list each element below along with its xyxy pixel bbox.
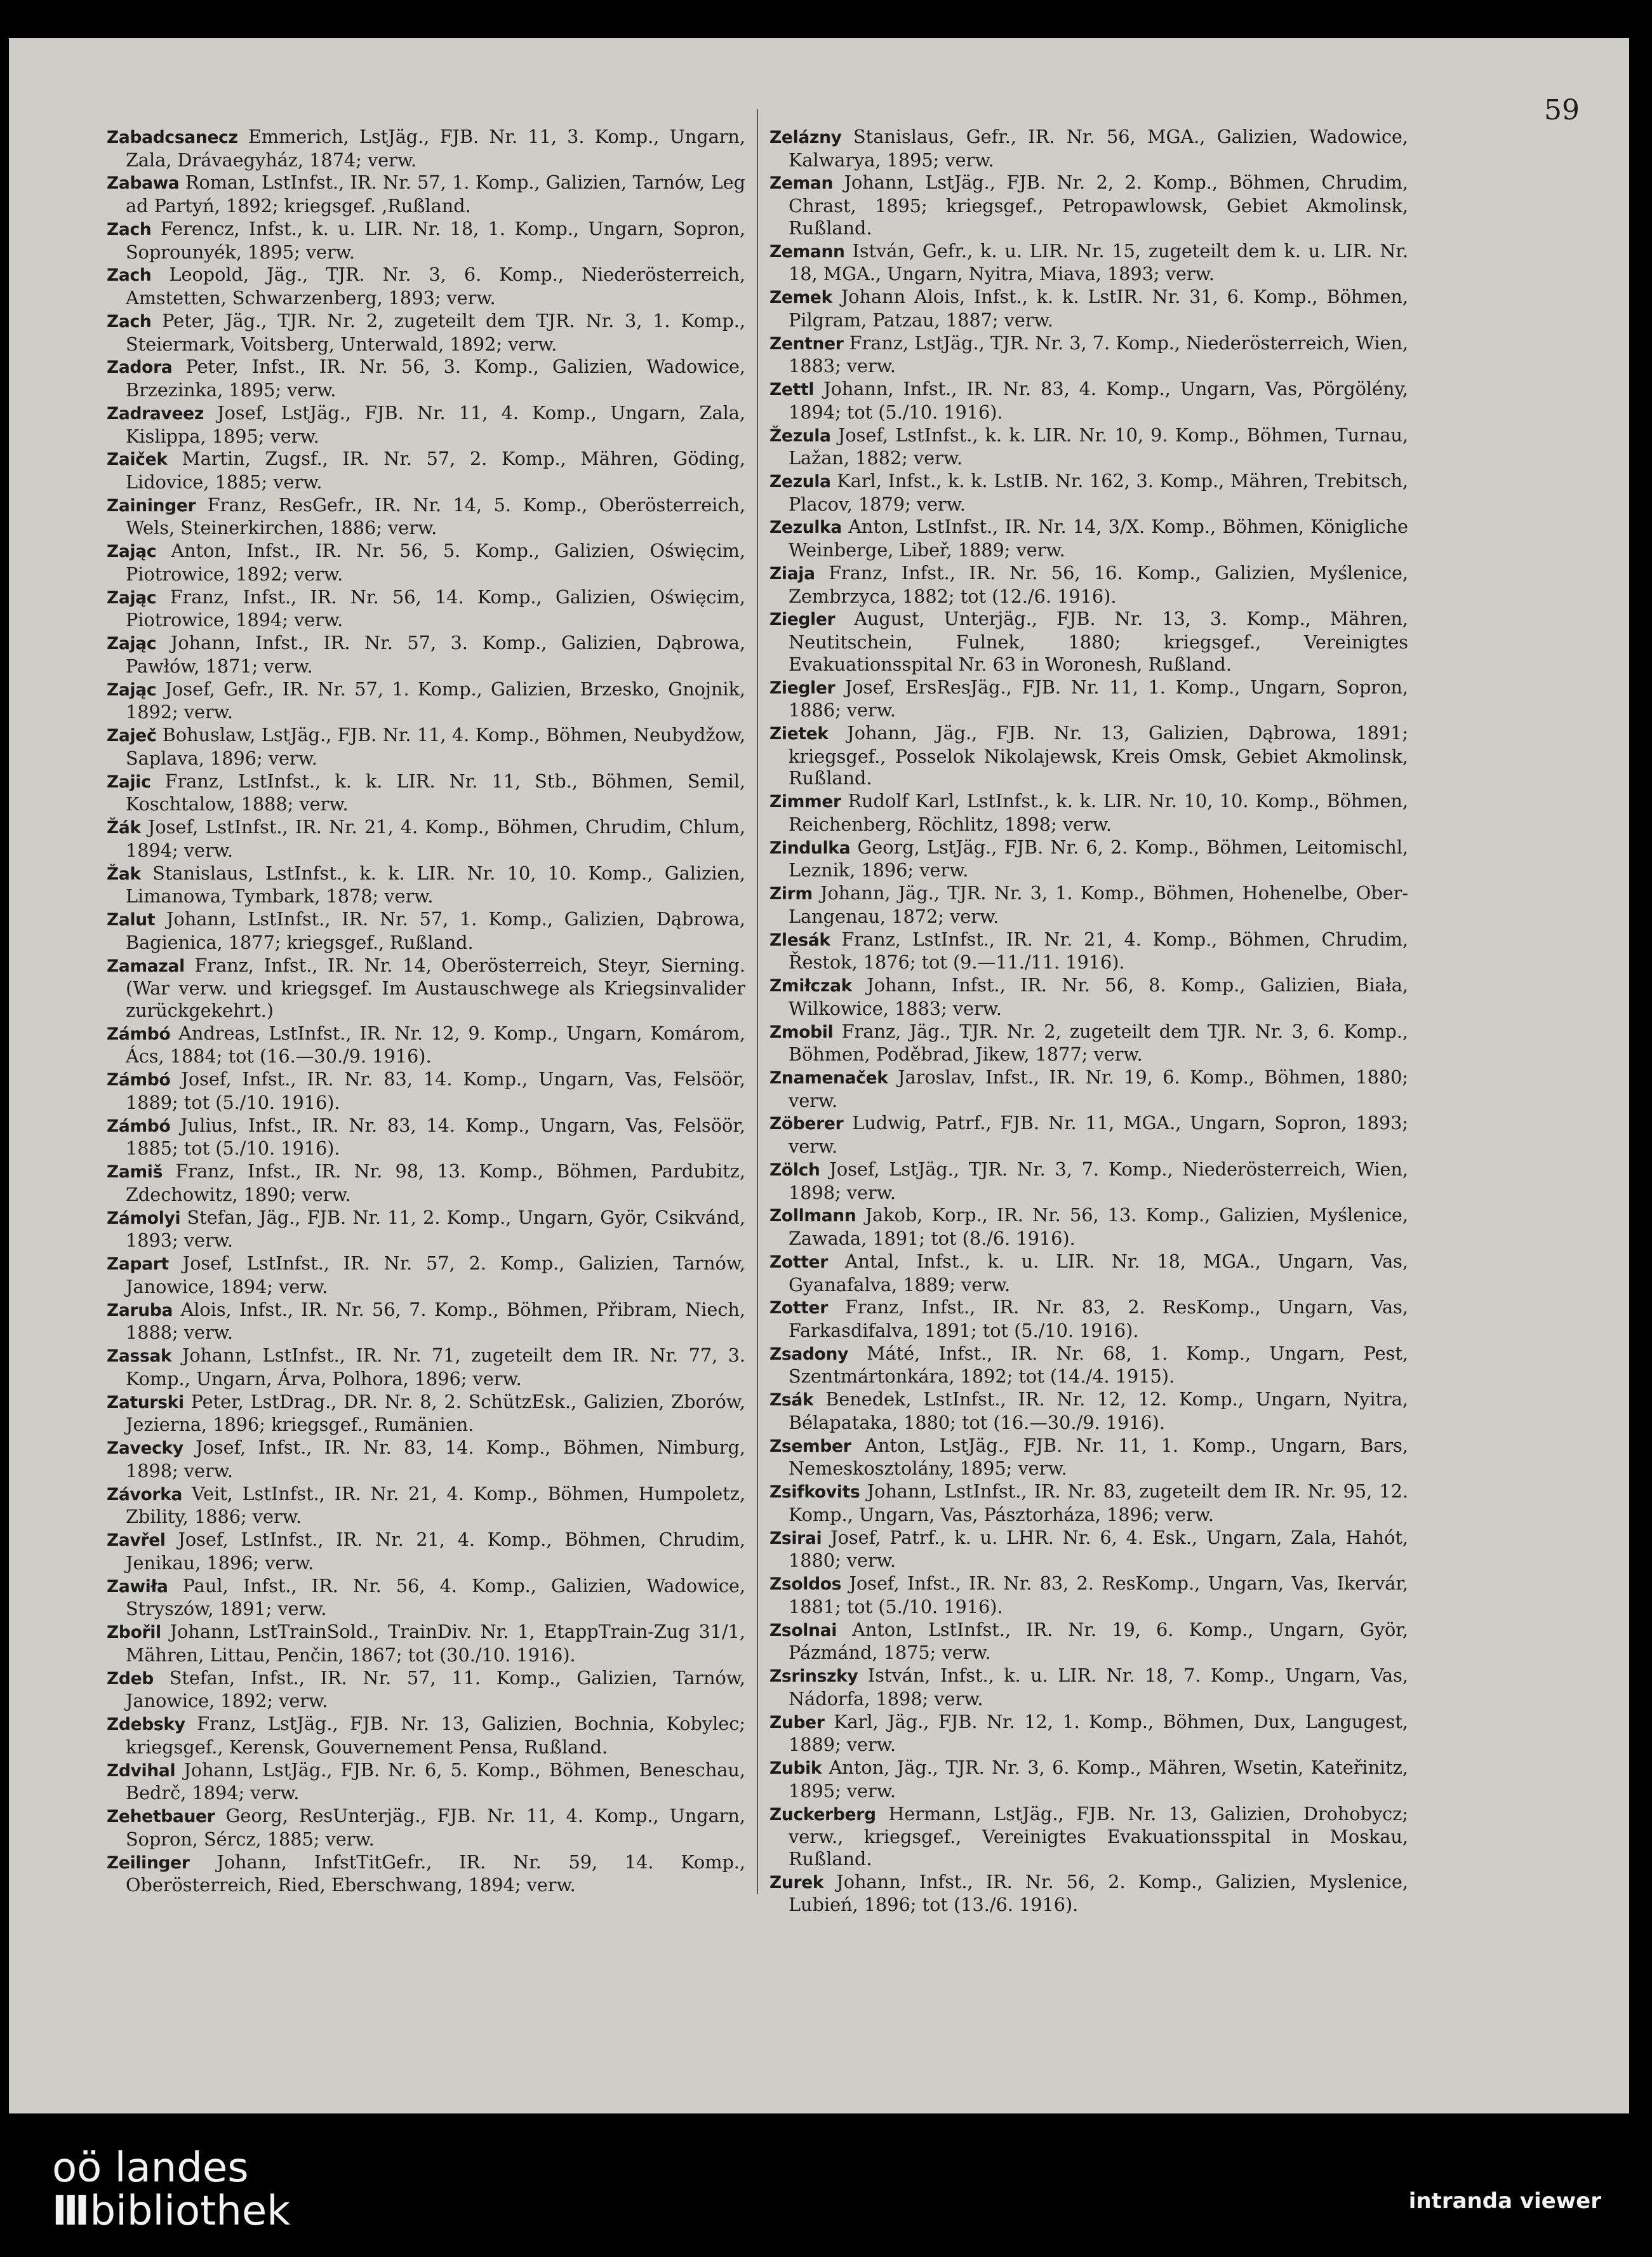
- entry-details: Franz, Infst., IR. Nr. 83, 2. ResKomp., Ungarn, Vas, Farkasdifalva, 1891; tot (5./10. 1916).: [789, 1296, 1408, 1341]
- entry-surname: Zölch: [769, 1160, 820, 1180]
- register-entry: [769, 928, 1408, 974]
- entry-surname: Zlesák: [769, 930, 830, 950]
- entry-surname: Zając: [107, 634, 157, 654]
- register-entry: [107, 1207, 745, 1252]
- entry-details: Josef, LstJäg., TJR. Nr. 3, 7. Komp., Niederösterreich, Wien, 1898; verw.: [789, 1158, 1409, 1203]
- entry-surname: Zajic: [107, 772, 151, 792]
- register-entry: [769, 171, 1408, 239]
- entry-details: Johann, InfstTitGefr., IR. Nr. 59, 14. Komp., Oberösterreich, Ried, Eberschwang, 1894; verw.: [126, 1851, 745, 1896]
- register-entry: [769, 836, 1408, 881]
- register-entry: [107, 402, 745, 447]
- entry-surname: Zając: [107, 680, 157, 700]
- register-entry: [107, 1851, 745, 1896]
- entry-details: Josef, ErsResJäg., FJB. Nr. 11, 1. Komp., Ungarn, Sopron, 1886; verw.: [789, 676, 1408, 721]
- register-entry: [769, 1435, 1408, 1480]
- entry-details: Johann, Infst., IR. Nr. 57, 3. Komp., Galizien, Dąbrowa, Pawłów, 1871; verw.: [126, 632, 746, 677]
- register-entry: [107, 540, 745, 585]
- entry-details: Peter, LstDrag., DR. Nr. 8, 2. SchützEsk., Galizien, Zborów, Jezierna, 1896; kriegsgef., Rumänien.: [126, 1390, 745, 1436]
- register-entry: [107, 310, 745, 355]
- entry-surname: Zabadcsanecz: [107, 128, 238, 147]
- register-entry: [107, 632, 745, 677]
- register-entry: [769, 470, 1408, 515]
- entry-details: Andreas, LstInfst., IR. Nr. 12, 9. Komp., Ungarn, Komárom, Ács, 1884; tot (16.—30./9. 1916).: [126, 1022, 745, 1068]
- entry-details: Josef, LstInfst., IR. Nr. 57, 2. Komp., Galizien, Tarnów, Janowice, 1894; verw.: [126, 1252, 745, 1297]
- entry-surname: Zadraveez: [107, 403, 204, 424]
- entry-surname: Zsoldos: [769, 1574, 842, 1595]
- entry-details: Stefan, Infst., IR. Nr. 57, 11. Komp., Galizien, Tarnów, Janowice, 1892; verw.: [126, 1666, 745, 1712]
- entry-details: Johann, Infst., IR. Nr. 83, 4. Komp., Ungarn, Vas, Pörgölény, 1894; tot (5./10. 1916).: [789, 378, 1408, 423]
- entry-surname: Ziegler: [769, 610, 836, 630]
- entry-details: Stanislaus, LstInfst., k. k. LIR. Nr. 10, 10. Komp., Galizien, Limanowa, Tymbark, 1878; verw.: [126, 862, 746, 907]
- entry-details: Josef, Infst., IR. Nr. 83, 14. Komp., Ungarn, Vas, Felsöör, 1889; tot (5./10. 1916).: [126, 1068, 745, 1113]
- logo-bars-icon: III: [52, 2188, 86, 2235]
- entry-surname: Zöberer: [769, 1114, 844, 1134]
- register-entry: [107, 1344, 745, 1390]
- entry-details: Hermann, LstJäg., FJB. Nr. 13, Galizien, Drohobycz; verw., kriegsgef., Vereinigtes Evakuationsspital in Moskau, Rußland.: [789, 1802, 1408, 1870]
- entry-details: Franz, LstJäg., FJB. Nr. 13, Galizien, Bochnia, Kobylec; kriegsgef., Kerensk, Gouvernement Pensa, Rußland.: [126, 1713, 745, 1758]
- entry-surname: Zelázny: [769, 128, 842, 147]
- entry-details: Josef, LstInfst., IR. Nr. 21, 4. Komp., Böhmen, Chrudim, Chlum, 1894; verw.: [126, 816, 746, 861]
- entry-details: Leopold, Jäg., TJR. Nr. 3, 6. Komp., Niederösterreich, Amstetten, Schwarzenberg, 1893; verw.: [126, 264, 745, 309]
- register-entry: [107, 770, 745, 815]
- entry-surname: Zdvihal: [107, 1760, 176, 1781]
- register-entry: [107, 494, 745, 539]
- entry-surname: Zach: [107, 311, 152, 332]
- register-entry: [769, 562, 1408, 607]
- entry-details: Veit, LstInfst., IR. Nr. 21, 4. Komp., Böhmen, Humpoletz, Zbility, 1886; verw.: [126, 1482, 745, 1528]
- register-entry: [107, 954, 745, 1022]
- entry-surname: Zubik: [769, 1758, 822, 1779]
- entry-surname: Zurek: [769, 1872, 824, 1892]
- register-entry: [769, 1158, 1408, 1203]
- entry-surname: Zámbó: [107, 1024, 171, 1044]
- register-entry: [769, 1572, 1408, 1617]
- register-entry: [107, 908, 745, 953]
- entry-details: Georg, LstJäg., FJB. Nr. 6, 2. Komp., Böhmen, Leitomischl, Leznik, 1896; verw.: [789, 836, 1408, 881]
- entry-surname: Ziaja: [769, 563, 815, 584]
- entry-surname: Zsrinszky: [769, 1666, 858, 1687]
- register-entry: [769, 882, 1408, 927]
- entry-surname: Zając: [107, 542, 157, 562]
- column-divider: [757, 109, 758, 1894]
- register-entry: [107, 1299, 745, 1344]
- register-entry: [769, 332, 1408, 377]
- logo-line-1: oö landes: [52, 2145, 249, 2192]
- entry-details: Johann, LstTrainSold., TrainDiv. Nr. 1, EtappTrain-Zug 31/1, Mähren, Littau, Penčin, 1867; tot (30./10. 1916).: [126, 1621, 746, 1666]
- entry-details: Roman, LstInfst., IR. Nr. 57, 1. Komp., Galizien, Tarnów, Leg ad Partyń, 1892; kriegsgef. ,Rußland.: [126, 171, 745, 217]
- entry-surname: Zaruba: [107, 1300, 173, 1320]
- entry-surname: Zaiček: [107, 450, 168, 470]
- entry-details: Josef, Patrf., k. u. LHR. Nr. 6, 4. Esk., Ungarn, Zala, Hahót, 1880; verw.: [789, 1526, 1408, 1572]
- entry-surname: Zuckerberg: [769, 1804, 876, 1825]
- entry-details: Josef, LstInfst., k. k. LIR. Nr. 10, 9. Komp., Böhmen, Turnau, Lažan, 1882; verw.: [789, 424, 1408, 469]
- entry-surname: Zdeb: [107, 1668, 154, 1689]
- entry-details: Anton, LstJäg., FJB. Nr. 11, 1. Komp., Ungarn, Bars, Nemeskosztolány, 1895; verw.: [789, 1434, 1408, 1480]
- register-entry: [769, 676, 1408, 721]
- register-entry: [107, 1437, 745, 1482]
- entry-surname: Zsifkovits: [769, 1482, 860, 1503]
- entry-details: Josef, Infst., IR. Nr. 83, 14. Komp., Böhmen, Nimburg, 1898; verw.: [126, 1437, 745, 1482]
- entry-surname: Zezula: [769, 471, 831, 492]
- register-entry: [107, 1391, 745, 1436]
- register-entry: [769, 1296, 1408, 1341]
- register-entry: [769, 1343, 1408, 1388]
- entry-surname: Zdebsky: [107, 1715, 185, 1735]
- register-entry: [769, 1757, 1408, 1802]
- entry-details: Franz, LstInfst., IR. Nr. 21, 4. Komp., Böhmen, Chrudim, Řestok, 1876; tot (9.—11./11. 1916).: [789, 928, 1408, 974]
- entry-surname: Zámbó: [107, 1116, 171, 1136]
- entry-details: Franz, Infst., IR. Nr. 14, Oberösterreich, Steyr, Sierning. (War verw. und kriegsgef. Im Austauschwege als Kriegsinvalider zurückgekehrt.): [126, 954, 745, 1021]
- register-entry: [107, 171, 745, 217]
- entry-surname: Znamenaček: [769, 1068, 888, 1088]
- entry-details: Johann, Infst., IR. Nr. 56, 8. Komp., Galizien, Biała, Wilkowice, 1883; verw.: [789, 974, 1409, 1019]
- register-entry: [769, 1711, 1408, 1756]
- register-entry: [107, 1068, 745, 1113]
- entry-details: Franz, Infst., IR. Nr. 98, 13. Komp., Böhmen, Pardubitz, Zdechowitz, 1890; verw.: [126, 1160, 745, 1205]
- entry-surname: Zemek: [769, 288, 832, 308]
- entry-surname: Zeilinger: [107, 1852, 190, 1873]
- entry-surname: Zmiłczak: [769, 976, 852, 996]
- register-entry: [769, 1066, 1408, 1111]
- entry-details: Alois, Infst., IR. Nr. 56, 7. Komp., Böhmen, Přibram, Niech, 1888; verw.: [126, 1298, 745, 1344]
- register-entry: [769, 286, 1408, 331]
- register-entry: [769, 424, 1408, 469]
- entry-details: Josef, LstInfst., IR. Nr. 21, 4. Komp., Böhmen, Chrudim, Jenikau, 1896; verw.: [126, 1529, 745, 1574]
- register-entry: [769, 1480, 1408, 1525]
- entry-surname: Žezula: [769, 425, 831, 446]
- entry-details: István, Infst., k. u. LIR. Nr. 18, 7. Komp., Ungarn, Vas, Nádorfa, 1898; verw.: [789, 1664, 1408, 1710]
- entry-surname: Zając: [107, 587, 157, 608]
- right-column: [769, 126, 1408, 1917]
- entry-surname: Zsolnai: [769, 1620, 837, 1640]
- entry-details: Emmerich, LstJäg., FJB. Nr. 11, 3. Komp., Ungarn, Zala, Drávaegyház, 1874; verw.: [126, 126, 745, 171]
- entry-surname: Zehetbauer: [107, 1807, 215, 1827]
- entry-surname: Zaininger: [107, 495, 196, 516]
- entry-details: Franz, Jäg., TJR. Nr. 2, zugeteilt dem TJR. Nr. 3, 6. Komp., Böhmen, Poděbrad, Jikew, 1877; verw.: [789, 1020, 1408, 1066]
- entry-surname: Zotter: [769, 1252, 828, 1272]
- register-entry: [769, 240, 1408, 285]
- entry-surname: Zuber: [769, 1712, 825, 1732]
- register-entry: [107, 1713, 745, 1758]
- entry-surname: Zassak: [107, 1346, 172, 1367]
- entry-surname: Zotter: [769, 1298, 828, 1318]
- register-entry: [769, 1871, 1408, 1916]
- entry-surname: Zach: [107, 265, 152, 286]
- register-entry: [769, 378, 1408, 423]
- entry-details: Benedek, LstInfst., IR. Nr. 12, 12. Komp., Ungarn, Nyitra, Bélapataka, 1880; tot (16.—30./9. 1916).: [789, 1388, 1408, 1433]
- entry-details: Franz, ResGefr., IR. Nr. 14, 5. Komp., Oberösterreich, Wels, Steinerkirchen, 1886; verw.: [126, 493, 746, 539]
- logo-line-2: bibliothek: [90, 2188, 291, 2235]
- entry-surname: Zietek: [769, 724, 829, 744]
- entry-surname: Zbořil: [107, 1623, 161, 1643]
- register-entry: [769, 126, 1408, 171]
- register-entry: [769, 722, 1408, 789]
- entry-details: Ferencz, Infst., k. u. LIR. Nr. 18, 1. Komp., Ungarn, Sopron, Soprounyék, 1895; verw.: [126, 217, 746, 263]
- entry-surname: Zamiš: [107, 1162, 163, 1182]
- entry-details: Julius, Infst., IR. Nr. 83, 14. Komp., Ungarn, Vas, Felsöör, 1885; tot (5./10. 1916).: [126, 1114, 746, 1160]
- entry-surname: Zentner: [769, 333, 844, 354]
- entry-details: Johann, Jäg., TJR. Nr. 3, 1. Komp., Böhmen, Hohenelbe, Ober-Langenau, 1872; verw.: [789, 882, 1408, 927]
- entry-surname: Zavřel: [107, 1530, 166, 1551]
- entry-details: Josef, Gefr., IR. Nr. 57, 1. Komp., Galizien, Brzesko, Gnojnik, 1892; verw.: [126, 678, 746, 723]
- entry-details: István, Gefr., k. u. LIR. Nr. 15, zugeteilt dem k. u. LIR. Nr. 18, MGA., Ungarn, Nyitra, Miava, 1893; verw.: [789, 239, 1408, 285]
- entry-surname: Zsadony: [769, 1344, 849, 1364]
- register-entry: [107, 862, 745, 907]
- entry-details: Johann, Infst., IR. Nr. 56, 2. Komp., Galizien, Myslenice, Lubień, 1896; tot (13./6. 1916).: [789, 1870, 1408, 1916]
- entry-details: Paul, Infst., IR. Nr. 56, 4. Komp., Galizien, Wadowice, Stryszów, 1891; verw.: [126, 1574, 745, 1620]
- entry-surname: Zemann: [769, 241, 845, 262]
- register-entry: [107, 724, 745, 769]
- entry-surname: Zollmann: [769, 1206, 856, 1226]
- register-entry: [107, 1621, 745, 1666]
- page-number: 59: [1544, 94, 1580, 126]
- register-entry: [107, 126, 745, 171]
- register-entry: [107, 264, 745, 309]
- entry-details: Ludwig, Patrf., FJB. Nr. 11, MGA., Ungarn, Sopron, 1893; verw.: [789, 1112, 1408, 1158]
- entry-details: Rudolf Karl, LstInfst., k. k. LIR. Nr. 10, 10. Komp., Böhmen, Reichenberg, Röchlitz, 1898; verw.: [789, 790, 1408, 835]
- entry-details: Johann, LstInfst., IR. Nr. 57, 1. Komp., Galizien, Dąbrowa, Bagienica, 1877; kriegsgef., Rußland.: [126, 908, 745, 953]
- register-entry: [769, 1388, 1408, 1433]
- entry-details: Peter, Jäg., TJR. Nr. 2, zugeteilt dem TJR. Nr. 3, 1. Komp., Steiermark, Voitsberg, Unterwald, 1892; verw.: [126, 309, 745, 355]
- entry-details: Johann, LstInfst., IR. Nr. 71, zugeteilt dem IR. Nr. 77, 3. Komp., Ungarn, Árva, Polhora, 1896; verw.: [126, 1344, 745, 1390]
- entry-surname: Zeman: [769, 173, 834, 194]
- register-entry: [107, 678, 745, 723]
- entry-surname: Závorka: [107, 1484, 183, 1504]
- left-column: [107, 126, 745, 1897]
- entry-surname: Zamazal: [107, 956, 185, 976]
- entry-details: Anton, LstInfst., IR. Nr. 14, 3/X. Komp., Böhmen, Königliche Weinberge, Libeř, 1889; verw.: [789, 516, 1409, 561]
- entry-surname: Zavecky: [107, 1438, 183, 1459]
- register-entry: [769, 516, 1408, 561]
- entry-details: Johann, LstJäg., FJB. Nr. 2, 2. Komp., Böhmen, Chrudim, Chrast, 1895; kriegsgef., Petropawlowsk, Gebiet Akmolinsk, Rußland.: [789, 171, 1408, 239]
- entry-details: Anton, Infst., IR. Nr. 56, 5. Komp., Galizien, Oświęcim, Piotrowice, 1892; verw.: [126, 540, 745, 585]
- register-entry: [107, 1252, 745, 1297]
- entry-details: Georg, ResUnterjäg., FJB. Nr. 11, 4. Komp., Ungarn, Sopron, Sércz, 1885; verw.: [126, 1805, 745, 1850]
- entry-surname: Žak: [107, 864, 141, 884]
- entry-surname: Ziegler: [769, 678, 836, 698]
- entry-details: Karl, Infst., k. k. LstIB. Nr. 162, 3. Komp., Mähren, Trebitsch, Placov, 1879; verw.: [789, 469, 1408, 515]
- entry-surname: Zindulka: [769, 838, 851, 858]
- register-entry: [769, 608, 1408, 675]
- entry-details: Johann Alois, Infst., k. k. LstIR. Nr. 31, 6. Komp., Böhmen, Pilgram, Patzau, 1887; verw.: [789, 286, 1408, 331]
- entry-surname: Zadora: [107, 358, 173, 378]
- entry-surname: Zsirai: [769, 1528, 822, 1548]
- register-entry: [107, 1483, 745, 1528]
- register-entry: [107, 1667, 745, 1712]
- register-entry: [769, 1619, 1408, 1664]
- entry-surname: Zimmer: [769, 792, 841, 812]
- entry-details: Martin, Zugsf., IR. Nr. 57, 2. Komp., Mähren, Göding, Lidovice, 1885; verw.: [126, 448, 745, 493]
- entry-surname: Zapart: [107, 1254, 169, 1275]
- entry-details: Jakob, Korp., IR. Nr. 56, 13. Komp., Galizien, Myślenice, Zawada, 1891; tot (8./6. 1916).: [789, 1204, 1408, 1250]
- entry-details: Karl, Jäg., FJB. Nr. 12, 1. Komp., Böhmen, Dux, Langugest, 1889; verw.: [789, 1710, 1408, 1756]
- entry-details: Máté, Infst., IR. Nr. 68, 1. Komp., Ungarn, Pest, Szentmártonkára, 1892; tot (14./4. 1915).: [789, 1342, 1408, 1388]
- register-entry: [769, 1250, 1408, 1296]
- entry-details: Johann, Jäg., FJB. Nr. 13, Galizien, Dąbrowa, 1891; kriegsgef., Posselok Nikolajewsk, Kreis Omsk, Gebiet Akmolinsk, Rußland.: [789, 722, 1408, 789]
- entry-surname: Zaječ: [107, 726, 157, 746]
- register-entry: [107, 1759, 745, 1804]
- register-entry: [107, 1022, 745, 1068]
- register-entry: [107, 448, 745, 493]
- document-page: [9, 38, 1629, 2113]
- register-entry: [769, 974, 1408, 1019]
- register-entry: [107, 1575, 745, 1620]
- entry-details: Antal, Infst., k. u. LIR. Nr. 18, MGA., Ungarn, Vas, Gyanafalva, 1889; verw.: [789, 1250, 1409, 1296]
- entry-surname: Zabawa: [107, 173, 180, 194]
- entry-surname: Zirm: [769, 884, 813, 904]
- entry-details: Stanislaus, Gefr., IR. Nr. 56, MGA., Galizien, Wadowice, Kalwarya, 1895; verw.: [789, 126, 1408, 171]
- entry-surname: Žák: [107, 818, 141, 838]
- register-entry: [769, 1021, 1408, 1066]
- register-entry: [769, 1803, 1408, 1870]
- entry-details: Franz, Infst., IR. Nr. 56, 16. Komp., Galizien, Myślenice, Zembrzyca, 1882; tot (12./6. 1916).: [789, 561, 1409, 607]
- entry-surname: Zettl: [769, 380, 815, 400]
- entry-surname: Zezulka: [769, 518, 842, 538]
- entry-surname: Zámolyi: [107, 1208, 181, 1228]
- register-entry: [107, 1160, 745, 1205]
- entry-details: Josef, LstJäg., FJB. Nr. 11, 4. Komp., Ungarn, Zala, Kislippa, 1895; verw.: [126, 401, 745, 447]
- entry-surname: Zmobil: [769, 1022, 834, 1042]
- register-entry: [107, 1115, 745, 1160]
- register-entry: [107, 816, 745, 861]
- register-entry: [769, 1527, 1408, 1572]
- register-entry: [107, 218, 745, 263]
- entry-details: Anton, LstInfst., IR. Nr. 19, 6. Komp., Ungarn, Györ, Pázmánd, 1875; verw.: [789, 1618, 1408, 1664]
- register-entry: [769, 790, 1408, 835]
- viewer-brand[interactable]: intranda viewer: [1408, 2188, 1601, 2214]
- entry-details: Anton, Jäg., TJR. Nr. 3, 6. Komp., Mähren, Wsetin, Kateřinitz, 1895; verw.: [789, 1757, 1408, 1802]
- entry-details: Johann, LstJäg., FJB. Nr. 6, 5. Komp., Böhmen, Beneschau, Bedrč, 1894; verw.: [126, 1758, 745, 1804]
- register-entry: [769, 1664, 1408, 1710]
- entry-surname: Zsák: [769, 1390, 814, 1410]
- register-entry: [107, 1529, 745, 1574]
- register-entry: [107, 586, 745, 631]
- library-logo[interactable]: [52, 2146, 290, 2233]
- entry-surname: Zalut: [107, 910, 156, 930]
- entry-details: Josef, Infst., IR. Nr. 83, 2. ResKomp., Ungarn, Vas, Ikervár, 1881; tot (5./10. 1916).: [789, 1572, 1408, 1617]
- entry-details: Peter, Infst., IR. Nr. 56, 3. Komp., Galizien, Wadowice, Brzezinka, 1895; verw.: [126, 356, 745, 401]
- entry-surname: Zaturski: [107, 1392, 184, 1412]
- entry-surname: Zawiła: [107, 1576, 168, 1597]
- register-entry: [107, 356, 745, 401]
- entry-surname: Zsember: [769, 1436, 851, 1456]
- entry-surname: Zach: [107, 219, 152, 239]
- entry-details: Franz, LstJäg., TJR. Nr. 3, 7. Komp., Niederösterreich, Wien, 1883; verw.: [789, 332, 1409, 377]
- entry-details: Franz, Infst., IR. Nr. 56, 14. Komp., Galizien, Oświęcim, Piotrowice, 1894; verw.: [126, 586, 745, 631]
- register-entry: [107, 1805, 745, 1850]
- register-entry: [769, 1204, 1408, 1249]
- entry-details: Johann, LstInfst., IR. Nr. 83, zugeteilt dem IR. Nr. 95, 12. Komp., Ungarn, Vas, Pásztorháza, 1896; verw.: [789, 1480, 1409, 1525]
- entry-details: Jaroslav, Infst., IR. Nr. 19, 6. Komp., Böhmen, 1880; verw.: [789, 1066, 1408, 1111]
- entry-details: August, Unterjäg., FJB. Nr. 13, 3. Komp., Mähren, Neutitschein, Fulnek, 1880; kriegsgef., Vereinigtes Evakuationsspital Nr. 63 in Woronesh, Rußland.: [789, 608, 1408, 675]
- entry-details: Franz, LstInfst., k. k. LIR. Nr. 11, Stb., Böhmen, Semil, Koschtalow, 1888; verw.: [126, 770, 745, 815]
- register-entry: [769, 1112, 1408, 1157]
- entry-details: Bohuslaw, LstJäg., FJB. Nr. 11, 4. Komp., Böhmen, Neubydžow, Saplava, 1896; verw.: [126, 724, 745, 769]
- entry-details: Stefan, Jäg., FJB. Nr. 11, 2. Komp., Ungarn, Györ, Csikvánd, 1893; verw.: [126, 1206, 745, 1252]
- entry-surname: Zámbó: [107, 1070, 171, 1090]
